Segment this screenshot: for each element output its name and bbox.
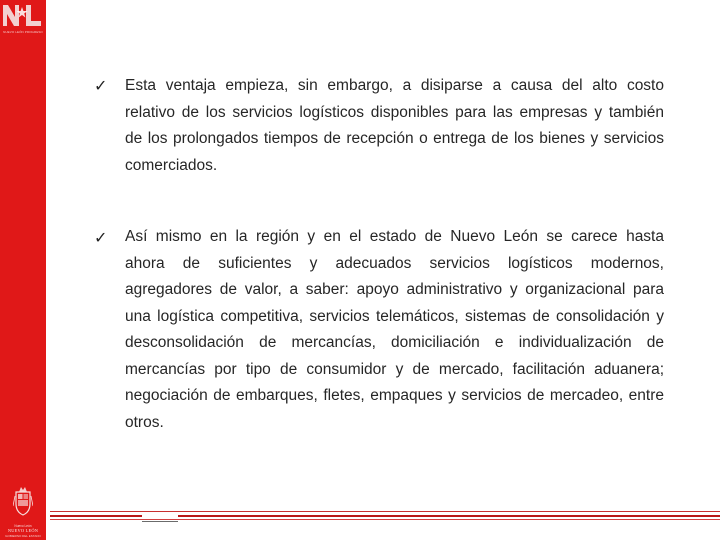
checkmark-icon: ✓ xyxy=(94,228,108,247)
nuevo-leon-coat-of-arms-icon xyxy=(13,486,33,516)
paragraph-2: Así mismo en la región y en el estado de Nuevo León se carece hasta ahora de suficientes y adecuados servicios logísticos modernos, agregadores de valor, a saber: apoyo administrativo y organizacional para una logística competitiva, servicios telemáticos, sistemas de consolidación y desconsolidación de mercancías, domiciliación e individualización de mercancías por tipo de consumidor y de mercado, facilitación aduanera; negociación de embarques, fletes, empaques y servicios de mercadeo, entre otros. xyxy=(125,228,664,431)
emblem-state-name: NUEVO LEÓN xyxy=(7,528,39,533)
state-emblem xyxy=(4,486,42,540)
emblem-caption: Nuevo León xyxy=(14,524,32,528)
checkmark-icon: ✓ xyxy=(94,76,108,95)
footer-rule-top xyxy=(50,511,720,512)
logo-tagline: NUEVO LEÓN PROGRESO xyxy=(3,30,43,34)
footer-underline xyxy=(142,521,178,522)
footer-rule-gap xyxy=(142,514,178,518)
emblem-subtitle: GOBIERNO DEL ESTADO xyxy=(5,534,41,538)
nl-logo xyxy=(0,0,46,42)
nuevo-leon-nl-logo xyxy=(0,0,46,30)
footer-rule-bottom xyxy=(50,519,720,520)
paragraph-1: Esta ventaja empieza, sin embargo, a disiparse a causa del alto costo relativo de los servicios logísticos disponibles para las empresas y también de los prolongados tiempos de recepción o entrega de los bienes y servicios comerciados. xyxy=(125,77,664,174)
red-sidebar xyxy=(0,0,46,540)
